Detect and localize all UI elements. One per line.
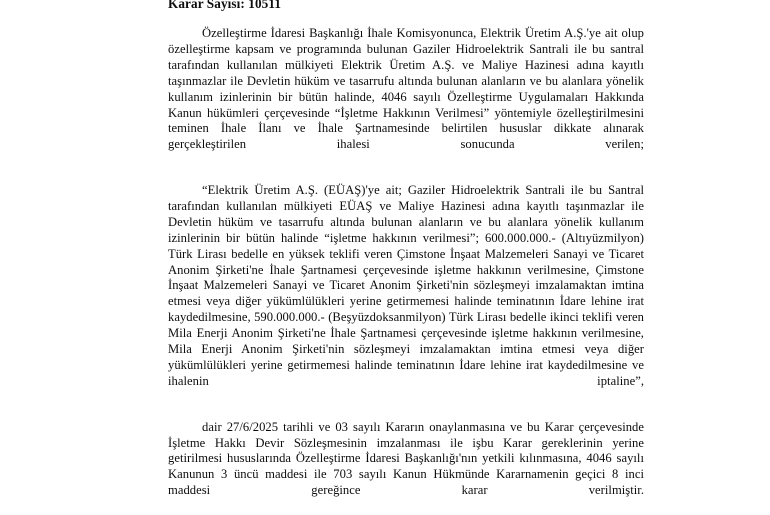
decision-number-heading: Karar Sayısı: 10511 xyxy=(168,0,282,11)
paragraph-quoted-decision: “Elektrik Üretim A.Ş. (EÜAŞ)'ye ait; Gaziler Hidroelektrik Santrali ile bu Santral tarafından kullanılan mülkiyeti EÜAŞ ve Maliye Hazinesi adına kayıtlı taşınmazlar ile Devletin hüküm ve tasarrufu altında bulunan alanların ve bu alanlara yönelik kullanım izinlerinin bir bütün halinde “işletme hakkının verilmesi”; 600.000.000.- (Altıyüzmilyon) Türk Lirası bedelle en yüksek teklifi veren Çimstone İnşaat Malzemeleri Sanayi ve Ticaret Anonim Şirketi'ne İhale Şartnamesi çerçevesinde işletme hakkının verilmesine, Çimstone İnşaat Malzemeleri Sanayi ve Ticaret Anonim Şirketi'nin sözleşmeyi imzalamaktan imtina etmesi veya diğer yükümlülükleri yerine getirmemesi halinde teminatının İdare lehine irat kaydedilmesine, 590.000.000.- (Beşyüzdoksanmilyon) Türk Lirası bedelle ikinci teklifi veren Mila Enerji Anonim Şirketi'ne İhale Şartnamesi çerçevesinde işletme hakkının verilmesine, Mila Enerji Anonim Şirketi'nin sözleşmeyi imzalamaktan imtina etmesi veya diğer yükümlülükleri yerine getirmemesi halinde teminatının İdare lehine irat kaydedilmesine ve ihalenin iptaline”, xyxy=(168,183,644,388)
document-text-column xyxy=(168,0,644,515)
paragraph-tender-commission: Özelleştirme İdaresi Başkanlığı İhale Komisyonunca, Elektrik Üretim A.Ş.'ye ait olup özelleştirme kapsam ve programında bulunan Gaziler Hidroelektrik Santrali ile bu santral tarafından kullanılan mülkiyeti Elektrik Üretim A.Ş. ve Maliye Hazinesi adına kayıtlı taşınmazlar ile Devletin hüküm ve tasarrufu altında bulunan alanların ve bu alanlara yönelik kullanım izinlerinin bir bütün halinde, 4046 sayılı Özelleştirme Uygulamaları Hakkında Kanun hükümleri çerçevesinde “İşletme Hakkının Verilmesi” yöntemiyle özelleştirilmesini teminen İhale İlanı ve İhale Şartnamesinde belirtilen hususlar dikkate alınarak gerçekleştirilen ihalesi sonucunda verilen; xyxy=(168,26,644,152)
paragraph-approval-authority: dair 27/6/2025 tarihli ve 03 sayılı Kararın onaylanmasına ve bu Karar çerçevesinde İşletme Hakkı Devir Sözleşmesinin imzalanması ile işbu Karar gereklerinin yerine getirilmesi hususlarında Özelleştirme İdaresi Başkanlığı'nın yetkili kılınmasına, 4046 sayılı Kanunun 3 üncü maddesi ile 703 sayılı Kanun Hükmünde Kararnamenin geçici 8 inci maddesi gereğince karar verilmiştir. xyxy=(168,419,644,498)
